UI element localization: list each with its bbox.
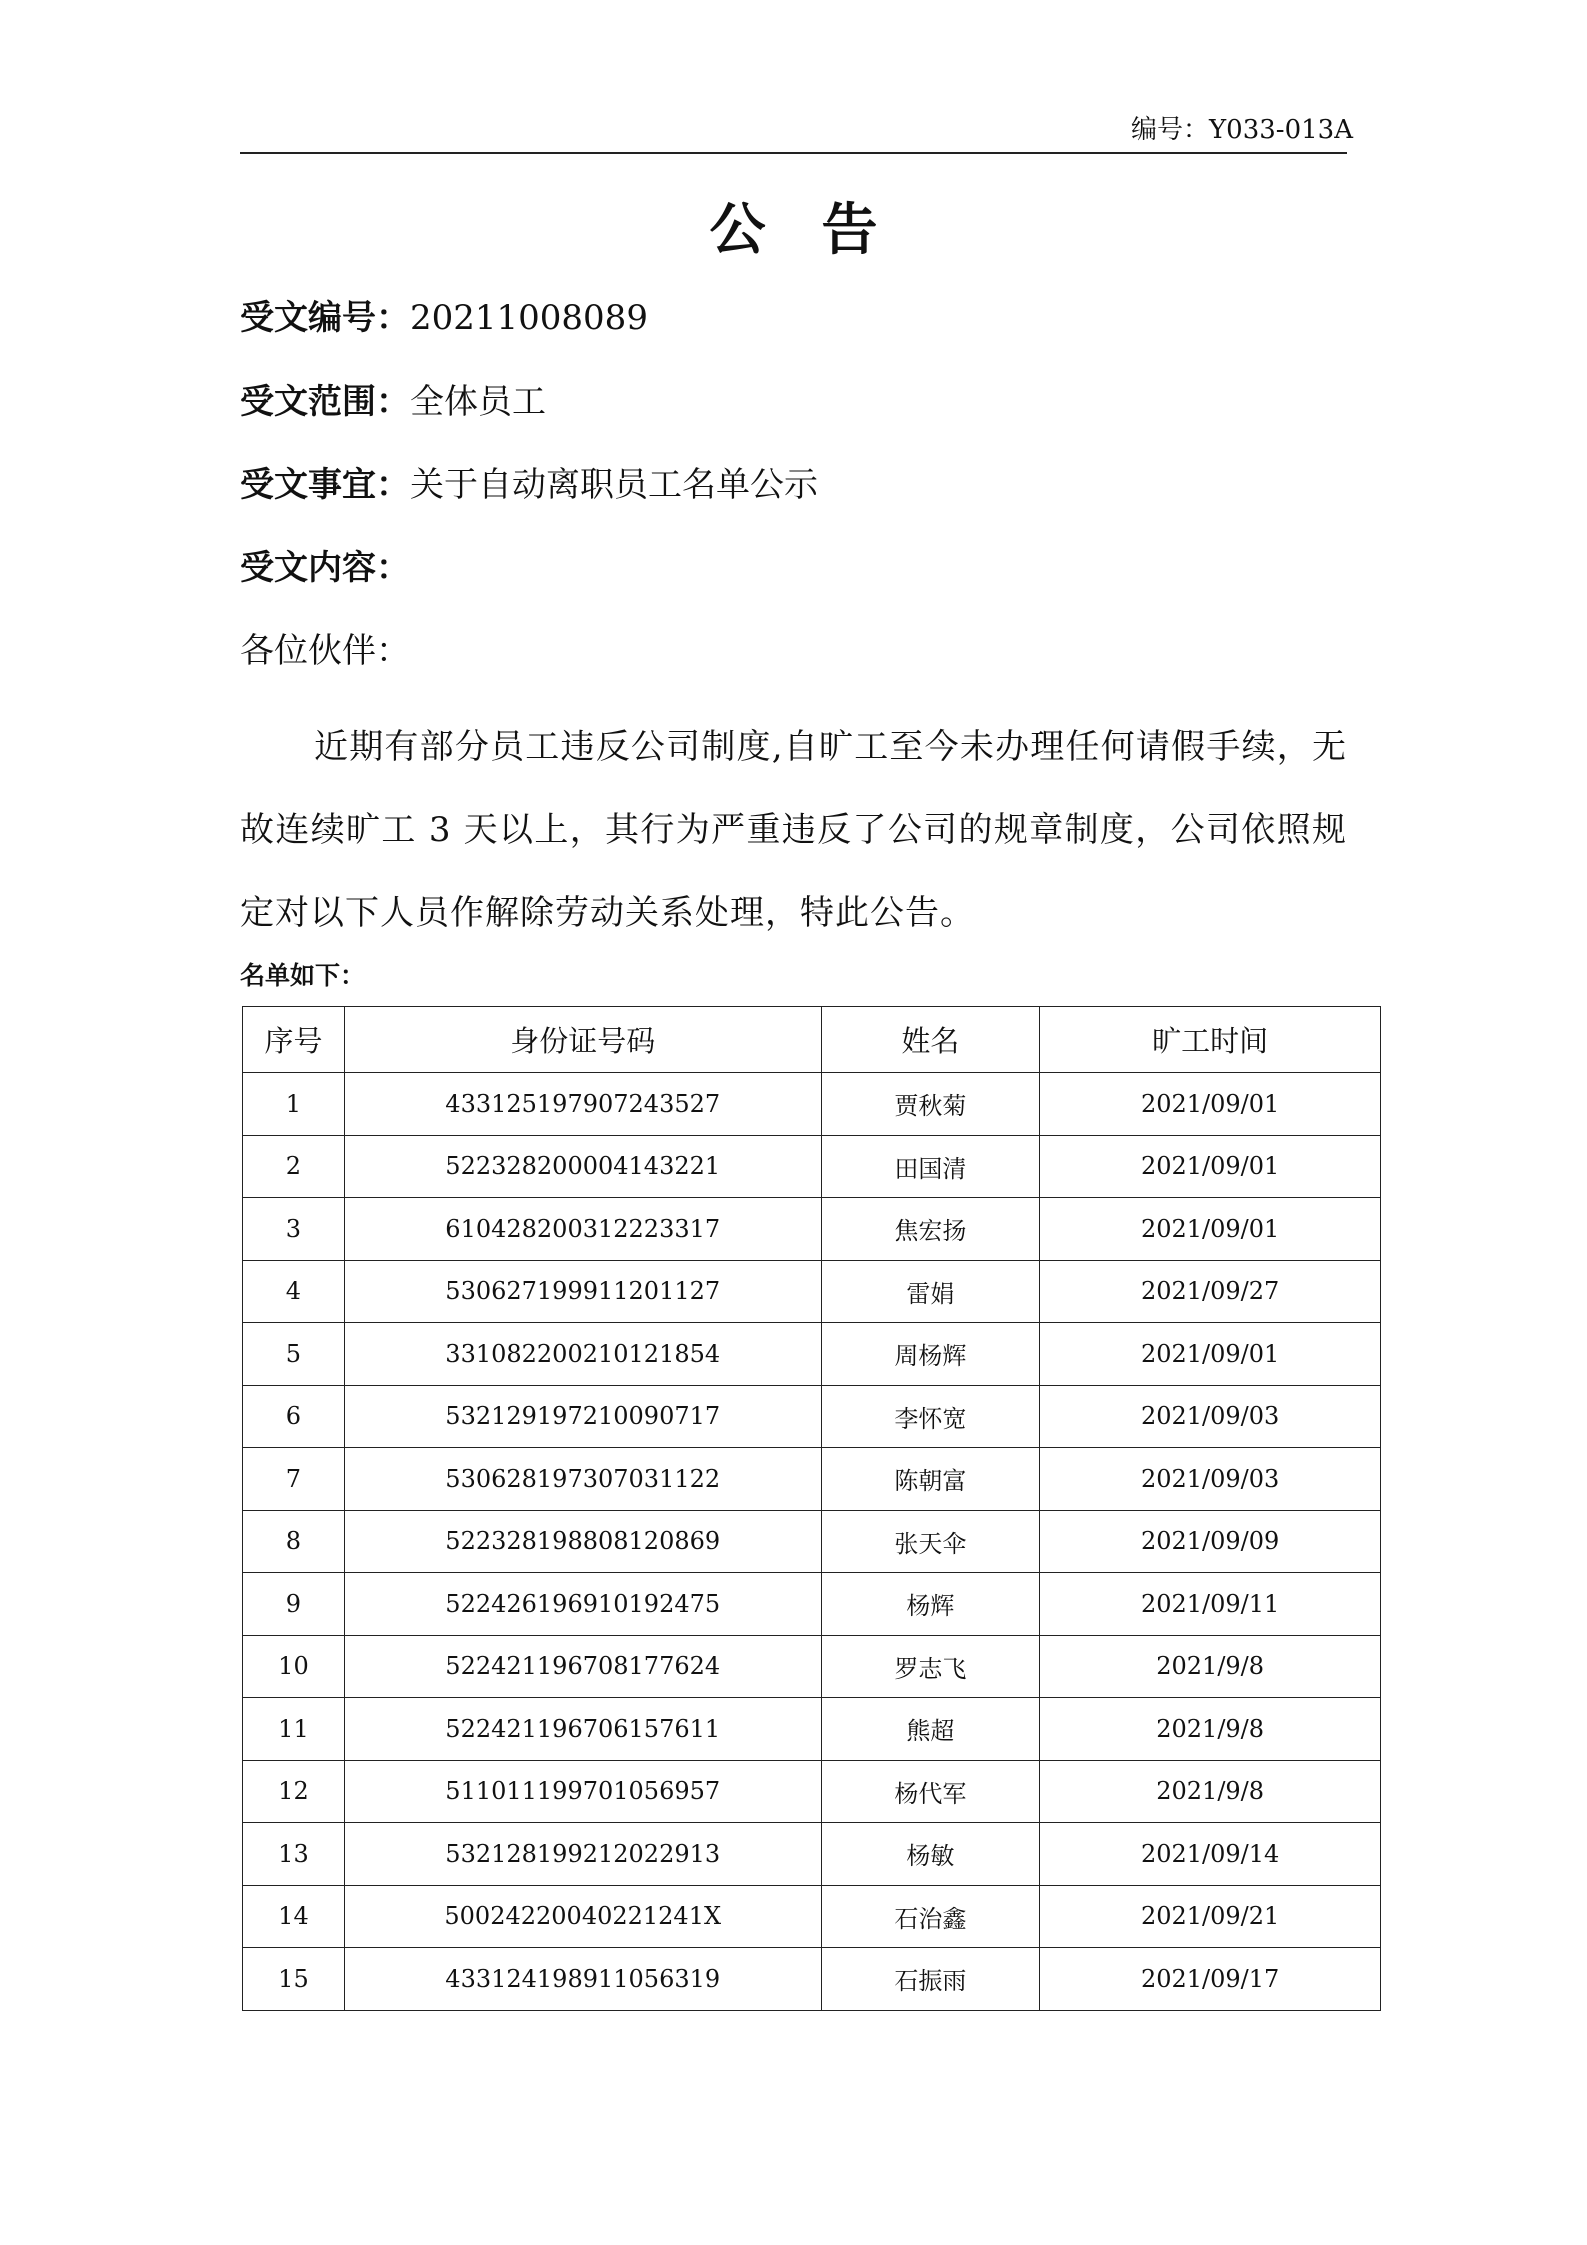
cell-seq: 7: [243, 1448, 345, 1511]
cell-absence-date: 2021/9/8: [1040, 1698, 1381, 1761]
cell-name: 陈朝富: [821, 1448, 1040, 1511]
field-value: 20211008089: [410, 298, 648, 338]
cell-seq: 9: [243, 1573, 345, 1636]
cell-seq: 14: [243, 1885, 345, 1948]
cell-name: 杨敏: [821, 1823, 1040, 1886]
table-row: [243, 1260, 1381, 1323]
field-scope: [240, 378, 546, 426]
cell-absence-date: 2021/09/01: [1040, 1198, 1381, 1261]
cell-seq: 1: [243, 1073, 345, 1136]
cell-absence-date: 2021/9/8: [1040, 1635, 1381, 1698]
table-row: [243, 1885, 1381, 1948]
cell-id-number: 433124198911056319: [344, 1948, 821, 2011]
cell-id-number: 522421196708177624: [344, 1635, 821, 1698]
cell-id-number: 610428200312223317: [344, 1198, 821, 1261]
cell-name: 周杨辉: [821, 1323, 1040, 1386]
cell-name: 李怀宽: [821, 1385, 1040, 1448]
cell-name: 杨代军: [821, 1760, 1040, 1823]
cell-seq: 6: [243, 1385, 345, 1448]
field-colon: ：: [376, 548, 410, 588]
cell-name: 杨辉: [821, 1573, 1040, 1636]
cell-id-number: 433125197907243527: [344, 1073, 821, 1136]
field-subject: [240, 461, 818, 509]
table-row: [243, 1823, 1381, 1886]
field-colon: ：: [376, 382, 410, 422]
cell-seq: 10: [243, 1635, 345, 1698]
body-paragraph: 近期有部分员工违反公司制度,自旷工至今未办理任何请假手续，无故连续旷工 3 天以上，其行为严重违反了公司的规章制度，公司依照规定对以下人员作解除劳动关系处理，特此公告。: [240, 727, 1347, 933]
field-value: 关于自动离职员工名单公示: [410, 465, 818, 505]
cell-absence-date: 2021/9/8: [1040, 1760, 1381, 1823]
cell-id-number: 532129197210090717: [344, 1385, 821, 1448]
field-label: 受文范围: [240, 382, 376, 422]
table-row: [243, 1385, 1381, 1448]
cell-absence-date: 2021/09/21: [1040, 1885, 1381, 1948]
cell-name: 雷娟: [821, 1260, 1040, 1323]
cell-absence-date: 2021/09/01: [1040, 1073, 1381, 1136]
table-row: [243, 1760, 1381, 1823]
cell-id-number: 530627199911201127: [344, 1260, 821, 1323]
table-row: [243, 1198, 1381, 1261]
cell-name: 石治鑫: [821, 1885, 1040, 1948]
column-header-date: 旷工时间: [1040, 1007, 1381, 1073]
cell-absence-date: 2021/09/17: [1040, 1948, 1381, 2011]
field-value: 全体员工: [410, 382, 546, 422]
column-header-seq: 序号: [243, 1007, 345, 1073]
field-doc-no: [240, 294, 648, 342]
cell-seq: 15: [243, 1948, 345, 2011]
cell-id-number: 522421196706157611: [344, 1698, 821, 1761]
field-colon: ：: [376, 298, 410, 338]
column-header-id: 身份证号码: [344, 1007, 821, 1073]
table-row: [243, 1948, 1381, 2011]
table-row: [243, 1635, 1381, 1698]
cell-id-number: 50024220040221241X: [344, 1885, 821, 1948]
cell-absence-date: 2021/09/14: [1040, 1823, 1381, 1886]
cell-seq: 4: [243, 1260, 345, 1323]
cell-absence-date: 2021/09/01: [1040, 1135, 1381, 1198]
cell-absence-date: 2021/09/09: [1040, 1510, 1381, 1573]
table-row: [243, 1323, 1381, 1386]
cell-id-number: 530628197307031122: [344, 1448, 821, 1511]
document-number: 编号：Y033-013A: [1131, 115, 1353, 145]
cell-id-number: 522328198808120869: [344, 1510, 821, 1573]
cell-id-number: 522328200004143221: [344, 1135, 821, 1198]
field-label: 受文内容: [240, 548, 376, 588]
cell-absence-date: 2021/09/03: [1040, 1448, 1381, 1511]
table-row: [243, 1573, 1381, 1636]
cell-seq: 8: [243, 1510, 345, 1573]
table-row: [243, 1448, 1381, 1511]
field-label: 受文编号: [240, 298, 376, 338]
field-content: [240, 544, 410, 592]
cell-absence-date: 2021/09/03: [1040, 1385, 1381, 1448]
list-label: 名单如下：: [240, 961, 366, 990]
cell-absence-date: 2021/09/11: [1040, 1573, 1381, 1636]
header-rule: [240, 152, 1347, 154]
cell-name: 熊超: [821, 1698, 1040, 1761]
cell-name: 张天伞: [821, 1510, 1040, 1573]
roster-table: [242, 1006, 1381, 2011]
column-header-name: 姓名: [821, 1007, 1040, 1073]
cell-name: 石振雨: [821, 1948, 1040, 2011]
cell-name: 焦宏扬: [821, 1198, 1040, 1261]
cell-absence-date: 2021/09/27: [1040, 1260, 1381, 1323]
greeting: 各位伙伴：: [240, 631, 410, 671]
cell-name: 罗志飞: [821, 1635, 1040, 1698]
table-row: [243, 1510, 1381, 1573]
cell-id-number: 532128199212022913: [344, 1823, 821, 1886]
cell-seq: 3: [243, 1198, 345, 1261]
cell-id-number: 331082200210121854: [344, 1323, 821, 1386]
cell-absence-date: 2021/09/01: [1040, 1323, 1381, 1386]
field-colon: ：: [376, 465, 410, 505]
table-row: [243, 1073, 1381, 1136]
cell-seq: 12: [243, 1760, 345, 1823]
cell-id-number: 511011199701056957: [344, 1760, 821, 1823]
table-row: [243, 1698, 1381, 1761]
cell-name: 贾秋菊: [821, 1073, 1040, 1136]
table-header-row: [243, 1007, 1381, 1073]
cell-seq: 13: [243, 1823, 345, 1886]
cell-seq: 2: [243, 1135, 345, 1198]
table-row: [243, 1135, 1381, 1198]
table-body: [243, 1073, 1381, 2011]
field-label: 受文事宜: [240, 465, 376, 505]
cell-name: 田国清: [821, 1135, 1040, 1198]
cell-seq: 11: [243, 1698, 345, 1761]
cell-id-number: 522426196910192475: [344, 1573, 821, 1636]
page-title: 公告: [709, 198, 934, 263]
cell-seq: 5: [243, 1323, 345, 1386]
